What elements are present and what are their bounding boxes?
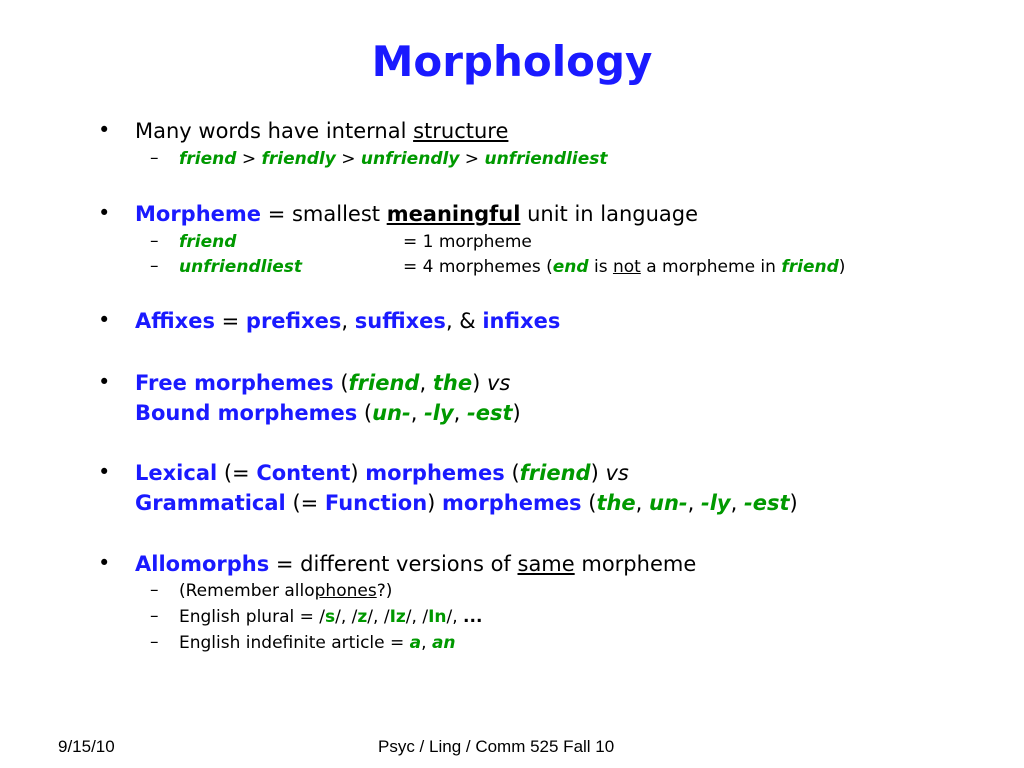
bullet-icon: • (98, 460, 111, 484)
bound-morphemes-line: Bound morphemes (un-, -ly, -est) (135, 401, 521, 425)
slide-title: Morphology (371, 37, 653, 86)
structure-chain: friend > friendly > unfriendly > unfriendliest (179, 149, 608, 169)
bullet-icon: • (98, 370, 111, 394)
morpheme-example-1: friend = 1 morpheme (179, 232, 532, 252)
morpheme-example-2: unfriendliest = 4 morphemes (end is not a morpheme in friend) (179, 257, 846, 277)
bullet-free-morphemes: Free morphemes (friend, the) vs (135, 371, 511, 395)
dash-icon: – (150, 606, 159, 626)
footer-course: Psyc / Ling / Comm 525 Fall 10 (378, 737, 615, 756)
allomorph-sub-3: English indefinite article = a, an (179, 633, 456, 653)
bullet-icon: • (98, 201, 111, 225)
bullet-lexical: Lexical (= Content) morphemes (friend) vs (135, 461, 629, 485)
bullet-icon: • (98, 118, 111, 142)
grammatical-line: Grammatical (= Function) morphemes (the, un-, -ly, -est) (135, 491, 798, 515)
bullet-icon: • (98, 551, 111, 575)
bullet-structure: Many words have internal structure (135, 119, 509, 143)
bullet-morpheme: Morpheme = smallest meaningful unit in language (135, 202, 699, 226)
dash-icon: – (150, 148, 159, 168)
footer-date: 9/15/10 (58, 737, 115, 756)
dash-icon: – (150, 580, 159, 600)
allomorph-sub-2: English plural = /s/, /z/, /Iz/, /In/, ... (179, 607, 483, 627)
dash-icon: – (150, 256, 159, 276)
bullet-icon: • (98, 308, 111, 332)
dash-icon: – (150, 632, 159, 652)
dash-icon: – (150, 231, 159, 251)
bullet-allomorphs: Allomorphs = different versions of same morpheme (135, 552, 697, 576)
allomorph-sub-1: (Remember allophones?) (179, 581, 393, 601)
bullet-affixes: Affixes = prefixes, suffixes, & infixes (135, 309, 561, 333)
